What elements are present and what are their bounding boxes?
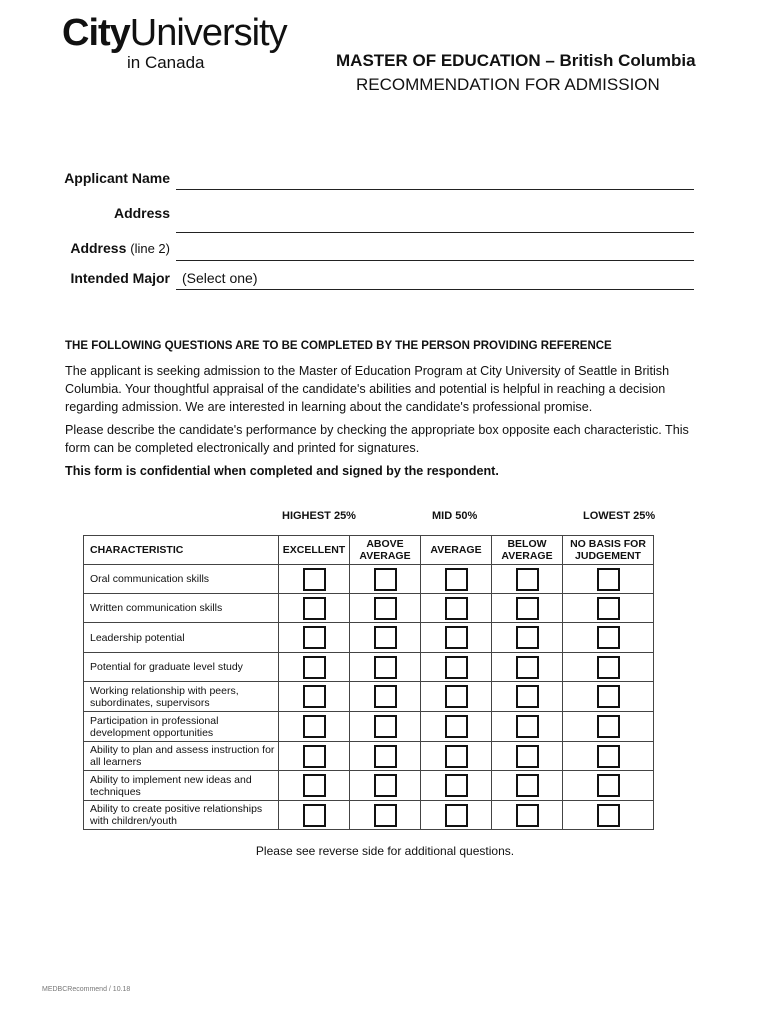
average-cell: [421, 653, 492, 682]
excellent-cell: [279, 712, 350, 742]
below-average-cell: [492, 682, 563, 712]
average-checkbox[interactable]: [445, 804, 468, 827]
rating-row: [84, 594, 654, 623]
address-line2-main: Address: [70, 240, 127, 256]
below-average-cell: [492, 712, 563, 742]
characteristic-label: Ability to create positive relationships with children/youth: [84, 801, 279, 830]
address-label: Address: [113, 205, 170, 221]
no-basis-checkbox[interactable]: [597, 568, 620, 591]
intended-major-underline: [176, 289, 694, 290]
lowest-25-label: LOWEST 25%: [583, 510, 656, 522]
above-average-checkbox[interactable]: [374, 715, 397, 738]
above-average-cell: [350, 623, 421, 653]
above-average-cell: [350, 653, 421, 682]
average-cell: [421, 801, 492, 830]
characteristic-header: CHARACTERISTIC: [84, 536, 279, 565]
below-average-cell: [492, 801, 563, 830]
average-cell: [421, 682, 492, 712]
no-basis-checkbox[interactable]: [597, 656, 620, 679]
average-checkbox[interactable]: [445, 715, 468, 738]
below-average-checkbox[interactable]: [516, 626, 539, 649]
characteristic-label: Potential for graduate level study: [84, 653, 279, 682]
characteristic-label: Leadership potential: [84, 623, 279, 653]
excellent-checkbox[interactable]: [303, 597, 326, 620]
logo-in-canada-text: in Canada: [127, 53, 205, 72]
excellent-checkbox[interactable]: [303, 774, 326, 797]
below-average-checkbox[interactable]: [516, 656, 539, 679]
no-basis-cell: [563, 771, 654, 801]
below-average-checkbox[interactable]: [516, 685, 539, 708]
above-average-header: ABOVE AVERAGE: [350, 536, 421, 565]
rating-row: [84, 742, 654, 771]
characteristic-label: Ability to implement new ideas and techniques: [84, 771, 279, 801]
characteristic-label: Ability to plan and assess instruction for all learners: [84, 742, 279, 771]
rating-row: [84, 653, 654, 682]
instructions-paragraph-1: The applicant is seeking admission to the Master of Education Program at City University of Seattle in British Columbia. Your thoughtful appraisal of the candidate's abilities and potential is helpful in reaching a decision regarding admission. We are interested in learning about the candidate's professional promise.: [65, 364, 670, 414]
average-cell: [421, 623, 492, 653]
excellent-cell: [279, 565, 350, 594]
excellent-checkbox[interactable]: [303, 685, 326, 708]
intended-major-label: Intended Major: [70, 270, 170, 286]
above-average-checkbox[interactable]: [374, 745, 397, 768]
average-checkbox[interactable]: [445, 626, 468, 649]
below-average-checkbox[interactable]: [516, 774, 539, 797]
no-basis-cell: [563, 594, 654, 623]
characteristic-label: Written communication skills: [84, 594, 279, 623]
no-basis-cell: [563, 712, 654, 742]
below-average-checkbox[interactable]: [516, 568, 539, 591]
above-average-checkbox[interactable]: [374, 568, 397, 591]
rating-row: [84, 623, 654, 653]
address-line2-field[interactable]: [176, 260, 694, 261]
above-average-checkbox[interactable]: [374, 804, 397, 827]
form-code: MEDBCRecommend / 10.18: [42, 986, 131, 993]
average-cell: [421, 742, 492, 771]
address-line2-suffix: (line 2): [130, 241, 170, 256]
no-basis-cell: [563, 742, 654, 771]
average-cell: [421, 565, 492, 594]
logo-city-text: City: [62, 12, 130, 54]
rating-row: [84, 682, 654, 712]
below-average-checkbox[interactable]: [516, 597, 539, 620]
intended-major-select[interactable]: (Select one): [182, 270, 258, 286]
instructions-heading: THE FOLLOWING QUESTIONS ARE TO BE COMPLETED BY THE PERSON PROVIDING REFERENCE: [65, 340, 612, 352]
logo-university-text: University: [129, 12, 287, 54]
address-field[interactable]: [176, 232, 694, 233]
below-average-cell: [492, 565, 563, 594]
above-average-cell: [350, 771, 421, 801]
excellent-cell: [279, 771, 350, 801]
above-average-cell: [350, 712, 421, 742]
below-average-cell: [492, 771, 563, 801]
rating-row: [84, 801, 654, 830]
highest-25-label: HIGHEST 25%: [282, 510, 356, 522]
below-average-checkbox[interactable]: [516, 715, 539, 738]
no-basis-cell: [563, 801, 654, 830]
no-basis-checkbox[interactable]: [597, 626, 620, 649]
excellent-cell: [279, 742, 350, 771]
no-basis-checkbox[interactable]: [597, 685, 620, 708]
no-basis-checkbox[interactable]: [597, 715, 620, 738]
rating-row: [84, 771, 654, 801]
no-basis-cell: [563, 682, 654, 712]
rating-table: [83, 535, 654, 830]
below-average-cell: [492, 653, 563, 682]
below-average-cell: [492, 594, 563, 623]
excellent-checkbox[interactable]: [303, 715, 326, 738]
average-cell: [421, 594, 492, 623]
no-basis-checkbox[interactable]: [597, 774, 620, 797]
excellent-cell: [279, 594, 350, 623]
below-average-checkbox[interactable]: [516, 745, 539, 768]
above-average-checkbox[interactable]: [374, 774, 397, 797]
excellent-checkbox[interactable]: [303, 804, 326, 827]
no-basis-checkbox[interactable]: [597, 597, 620, 620]
excellent-cell: [279, 682, 350, 712]
average-checkbox[interactable]: [445, 745, 468, 768]
above-average-cell: [350, 801, 421, 830]
average-checkbox[interactable]: [445, 774, 468, 797]
below-average-checkbox[interactable]: [516, 804, 539, 827]
excellent-cell: [279, 653, 350, 682]
address-line2-label: [70, 240, 170, 256]
applicant-name-field[interactable]: [176, 189, 694, 190]
no-basis-cell: [563, 623, 654, 653]
average-checkbox[interactable]: [445, 597, 468, 620]
above-average-cell: [350, 565, 421, 594]
above-average-cell: [350, 682, 421, 712]
characteristic-label: Working relationship with peers, subordinates, supervisors: [84, 682, 279, 712]
instructions-paragraph-2: Please describe the candidate's performance by checking the appropriate box opposite each characteristic. This form can be completed electronically and printed for signatures.: [65, 423, 689, 455]
excellent-cell: [279, 623, 350, 653]
mid-50-label: MID 50%: [432, 510, 478, 522]
reverse-side-note: Please see reverse side for additional questions.: [255, 844, 515, 858]
no-basis-checkbox[interactable]: [597, 804, 620, 827]
excellent-checkbox[interactable]: [303, 568, 326, 591]
no-basis-checkbox[interactable]: [597, 745, 620, 768]
city-university-logo: [62, 14, 287, 52]
excellent-checkbox[interactable]: [303, 656, 326, 679]
excellent-cell: [279, 801, 350, 830]
document-title: MASTER OF EDUCATION – British Columbia: [336, 51, 696, 70]
above-average-checkbox[interactable]: [374, 626, 397, 649]
rating-row: [84, 565, 654, 594]
no-basis-header: NO BASIS FOR JUDGEMENT: [563, 536, 654, 565]
below-average-header: BELOW AVERAGE: [492, 536, 563, 565]
above-average-checkbox[interactable]: [374, 597, 397, 620]
confidential-notice: This form is confidential when completed and signed by the respondent.: [65, 464, 499, 478]
average-checkbox[interactable]: [445, 568, 468, 591]
excellent-checkbox[interactable]: [303, 745, 326, 768]
average-cell: [421, 771, 492, 801]
excellent-header: EXCELLENT: [279, 536, 350, 565]
above-average-checkbox[interactable]: [374, 685, 397, 708]
characteristic-label: Oral communication skills: [84, 565, 279, 594]
above-average-cell: [350, 594, 421, 623]
no-basis-cell: [563, 653, 654, 682]
above-average-cell: [350, 742, 421, 771]
below-average-cell: [492, 742, 563, 771]
above-average-checkbox[interactable]: [374, 656, 397, 679]
below-average-cell: [492, 623, 563, 653]
average-checkbox[interactable]: [445, 656, 468, 679]
characteristic-label: Participation in professional development opportunities: [84, 712, 279, 742]
applicant-name-label: Applicant Name: [64, 170, 170, 186]
no-basis-cell: [563, 565, 654, 594]
excellent-checkbox[interactable]: [303, 626, 326, 649]
average-checkbox[interactable]: [445, 685, 468, 708]
average-header: AVERAGE: [421, 536, 492, 565]
average-cell: [421, 712, 492, 742]
rating-table-header: [84, 536, 654, 565]
document-subtitle: RECOMMENDATION FOR ADMISSION: [356, 75, 660, 94]
rating-row: [84, 712, 654, 742]
